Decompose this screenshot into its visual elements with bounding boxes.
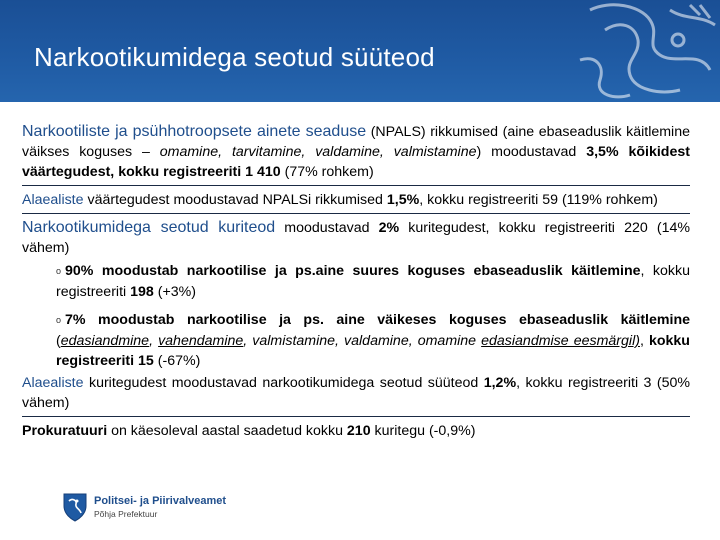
text-segment: on käesoleval aastal saadetud kokku	[107, 423, 347, 439]
sub-item-large-quantity	[22, 261, 690, 302]
text-segment: (+3%)	[153, 284, 196, 300]
bold-segment: kokku registreeriti 15	[56, 333, 690, 369]
text-segment: (	[56, 333, 61, 349]
text-segment: , kokku registreeriti	[56, 263, 690, 300]
minor-misdemeanors-paragraph	[22, 190, 690, 210]
text-segment: ) moodustavad	[476, 144, 587, 160]
minor-crimes-paragraph	[22, 373, 690, 413]
bold-segment: 2%	[378, 220, 400, 236]
bold-segment: 210	[346, 423, 371, 439]
bullet-icon: o	[56, 315, 62, 325]
drug-crimes-paragraph	[22, 218, 690, 258]
text-segment: (NPALS) rikkumised (aine ebaseaduslik käitlemine väikses koguses –	[22, 124, 690, 160]
text-segment: ,	[639, 333, 649, 349]
npals-lead: Narkootiliste ja psühhotroopsete ainete seaduse	[22, 123, 367, 140]
text-segment: kuritegudest moodustavad narkootikumidega seotud süüteod	[83, 375, 484, 391]
bold-segment: 1,2%	[483, 375, 517, 391]
bold-segment: 3,5%	[586, 144, 619, 160]
text-segment: väärtegudest moodustavad NPALSi rikkumised	[83, 192, 387, 208]
slide-content	[22, 118, 690, 441]
italic-segment: omamine, tarvitamine, valdamine, valmistamine	[159, 144, 477, 160]
text-segment: (77% rohkem)	[280, 164, 374, 180]
text-segment: , kokku registreeriti 3 (50% vähem)	[22, 375, 691, 411]
text-segment: kuritegudest, kokku registreeriti 220 (14% vähem)	[22, 220, 690, 256]
bold-segment: 198	[130, 284, 154, 300]
lion-emblem-icon	[550, 0, 720, 102]
text-segment	[619, 144, 629, 160]
text-segment: ,	[149, 333, 159, 349]
text-segment: kuritegu (-0,9%)	[370, 423, 476, 439]
bold-segment: 90% moodustab narkootilise ja ps.aine suures koguses ebaseaduslik käitlemine	[65, 263, 641, 279]
bold-segment: Prokuratuuri	[22, 423, 108, 439]
npals-violations-paragraph	[22, 122, 690, 182]
underlined-segment: vahendamine	[158, 333, 244, 349]
drug-crimes-lead: Narkootikumidega seotud kuriteod	[22, 219, 276, 236]
minors-crimes-lead: Alaealiste	[22, 375, 84, 391]
underlined-segment: edasiandmine	[60, 333, 150, 349]
text-segment: , kokku registreeriti 59 (119% rohkem)	[419, 192, 658, 208]
bold-segment: 7% moodustab narkootilise ja ps. aine väikeses koguses ebaseaduslik käitlemine	[65, 312, 690, 328]
title-banner	[0, 0, 720, 102]
text-segment: (-67%)	[153, 353, 201, 369]
org-unit: Põhja Prefektuur	[94, 509, 158, 519]
page-title: Narkootikumidega seotud süüteod	[34, 42, 435, 72]
sub-item-small-quantity	[22, 310, 690, 371]
footer-logo	[62, 492, 262, 524]
underlined-segment: edasiandmise eesmärgil)	[481, 333, 640, 349]
bullet-icon: o	[56, 266, 62, 276]
divider	[22, 213, 690, 214]
bold-segment: 1,5%	[386, 192, 420, 208]
text-segment: , valmistamine, valdamine, omamine	[243, 333, 482, 349]
text-segment: moodustavad	[275, 220, 379, 236]
minors-lead: Alaealiste	[22, 192, 84, 208]
divider	[22, 416, 690, 417]
org-name: Politsei- ja Piirivalveamet	[94, 495, 227, 507]
bold-segment: kõikidest väärtegudest, kokku registreeriti 1 410	[22, 144, 690, 180]
prosecution-paragraph	[22, 421, 690, 441]
police-shield-icon	[62, 492, 88, 522]
divider	[22, 185, 690, 186]
